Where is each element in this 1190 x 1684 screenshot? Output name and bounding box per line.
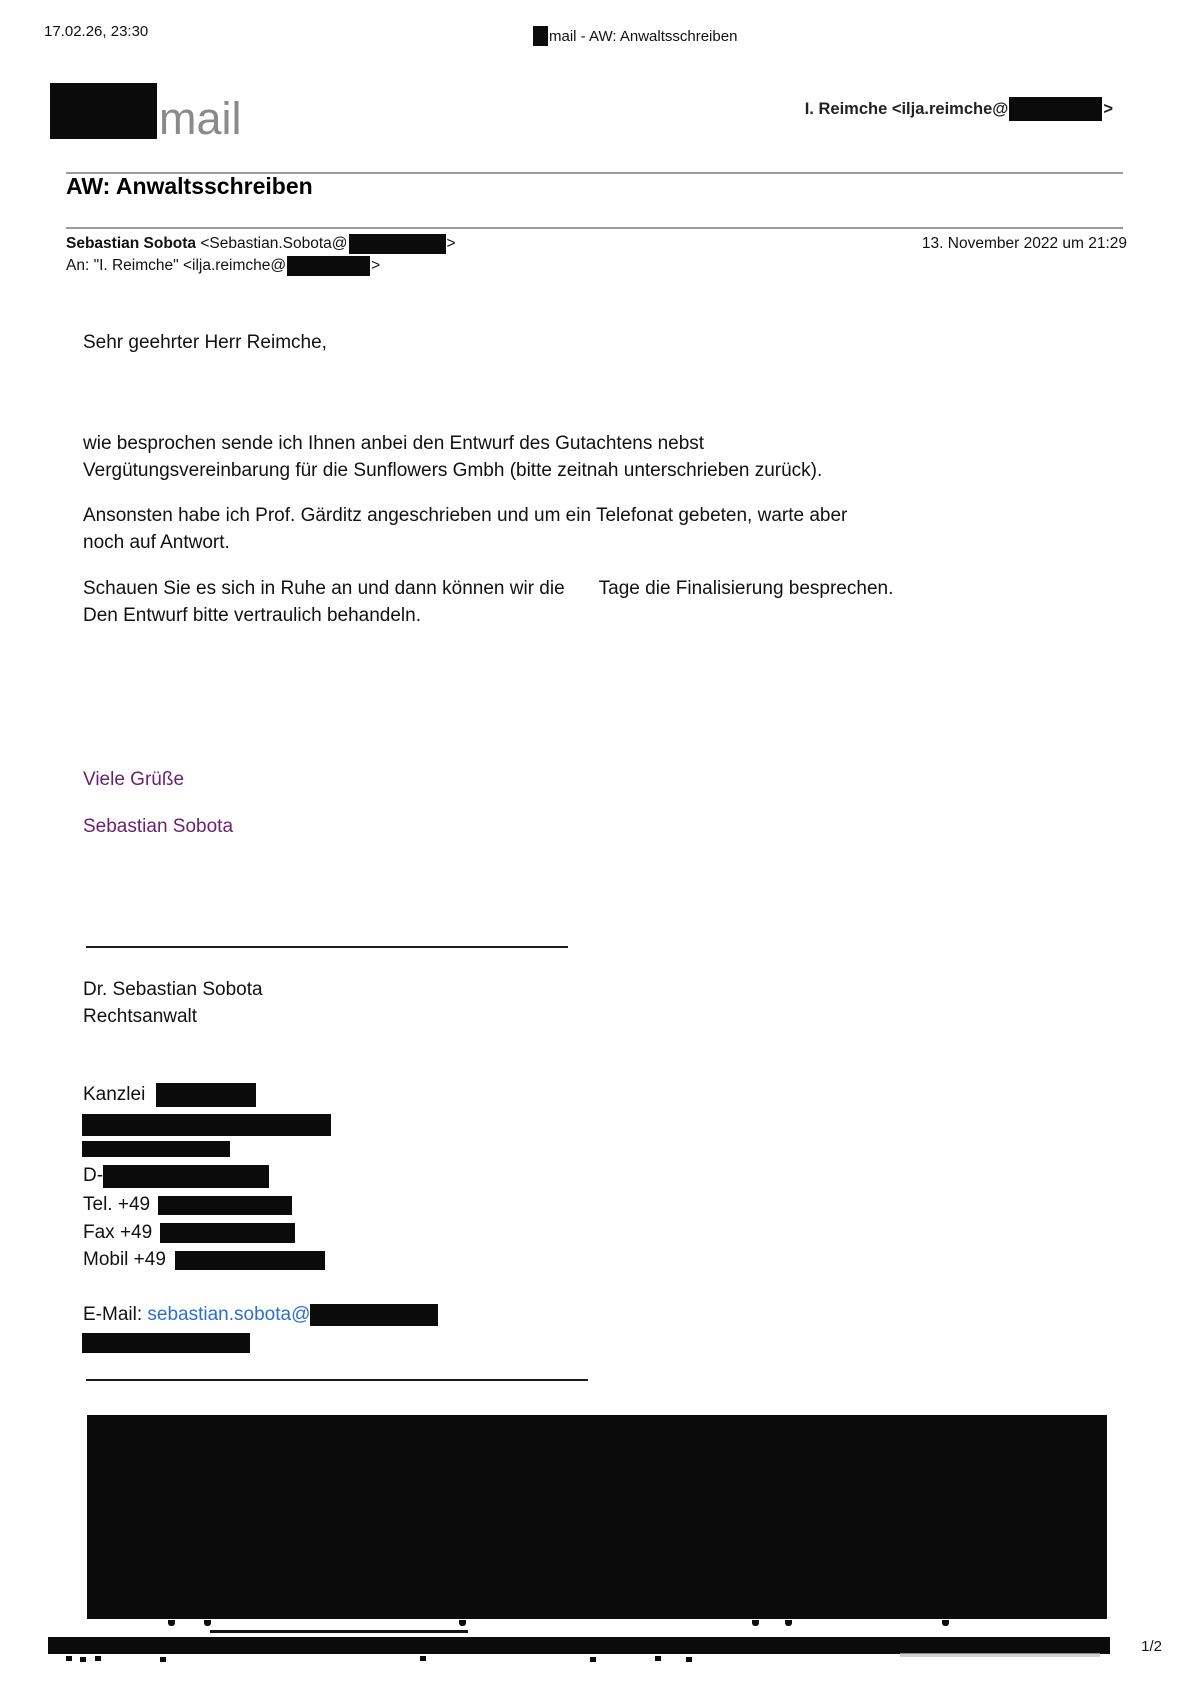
divider-rule-subject: [66, 227, 1123, 229]
office-label: Kanzlei: [83, 1084, 146, 1105]
mobile-number-redaction: [175, 1251, 325, 1270]
office-name-redaction: [156, 1083, 256, 1107]
account-email-redaction: [1009, 97, 1102, 121]
to-close-bracket: >: [371, 257, 381, 274]
redacted-text-remnant: [168, 1620, 175, 1626]
redacted-text-remnant: [942, 1620, 949, 1626]
to-email-redaction: [287, 256, 370, 276]
email-link[interactable]: sebastian.sobota@: [147, 1304, 311, 1325]
message-date: 13. November 2022 um 21:29: [921, 235, 1127, 252]
print-doc-title-text: mail - AW: Anwaltsschreiben: [549, 27, 738, 45]
redacted-text-remnant: [160, 1657, 166, 1662]
fax-number-redaction: [160, 1223, 295, 1243]
redacted-text-remnant: [80, 1657, 86, 1662]
redacted-text-remnant: [204, 1620, 211, 1626]
signature-name-block: [83, 976, 263, 1030]
city-row: [83, 1163, 269, 1189]
address-line-1-redaction: [82, 1114, 331, 1136]
from-row: [66, 233, 1127, 254]
webmail-logo: [50, 83, 242, 144]
mobile-label: Mobil +49: [83, 1249, 166, 1270]
city-redaction: [103, 1165, 269, 1188]
from-name: Sebastian Sobota: [66, 235, 197, 252]
to-row: [66, 255, 1127, 276]
redacted-line-fragment: [210, 1630, 468, 1633]
fax-label: Fax +49: [83, 1222, 153, 1243]
redacted-text-remnant: [686, 1657, 692, 1662]
redacted-text-remnant: [785, 1620, 792, 1626]
logo-text: mail: [159, 93, 242, 144]
account-close-bracket: >: [1103, 99, 1113, 118]
address-line-2-redaction: [82, 1141, 230, 1157]
paragraph-3-line-1: [83, 575, 893, 602]
paragraph-3-line-1b: Tage die Finalisierung besprechen.: [598, 578, 894, 599]
paragraph-3-line-1a: Schauen Sie es sich in Ruhe an und dann können wir die: [83, 578, 565, 599]
greeting-line: Sehr geehrter Herr Reimche,: [83, 332, 327, 353]
closing-line: Viele Grüße: [83, 769, 185, 790]
email-domain-redaction: [310, 1304, 438, 1326]
signature-title: Rechtsanwalt: [83, 1006, 198, 1027]
signature-divider-bottom: [86, 1379, 588, 1381]
phone-label: Tel. +49: [83, 1194, 151, 1215]
page-indicator: 1/2: [1141, 1638, 1162, 1655]
paragraph-3-line-2: Den Entwurf bitte vertraulich behandeln.: [83, 605, 421, 626]
paragraph-1-line-2: Vergütungsvereinbarung für die Sunflowers Gmbh (bitte zeitnah unterschrieben zurück).: [83, 460, 823, 481]
redacted-text-remnant: [752, 1620, 759, 1626]
account-name: I. Reimche <ilja.reimche@: [804, 99, 1009, 118]
header-logo-redaction: [533, 26, 548, 46]
redacted-text-remnant: [66, 1656, 72, 1661]
office-row: [83, 1082, 256, 1108]
email-row: [83, 1302, 438, 1328]
signature-name: Dr. Sebastian Sobota: [83, 979, 263, 1000]
website-line-redaction: [82, 1333, 250, 1353]
phone-number-redaction: [158, 1196, 292, 1215]
fax-row: [83, 1220, 295, 1246]
faded-text-remnant: [900, 1653, 1100, 1657]
redacted-text-remnant: [95, 1656, 101, 1661]
redacted-text-remnant: [420, 1656, 426, 1661]
email-label: E-Mail:: [83, 1304, 148, 1325]
subject-heading: AW: Anwaltsschreiben: [66, 173, 313, 199]
print-doc-title: [533, 26, 737, 46]
signer-name: Sebastian Sobota: [83, 816, 234, 837]
signature-divider-top: [86, 946, 568, 948]
redacted-text-remnant: [655, 1656, 661, 1661]
bottom-line-redaction-bar: [48, 1637, 1110, 1654]
paragraph-2-line-1: Ansonsten habe ich Prof. Gärditz angeschrieben und um ein Telefonat gebeten, warte aber: [83, 505, 848, 526]
account-identity: [805, 97, 1113, 121]
message-meta: [66, 233, 1127, 276]
quoted-content-redaction-block: [87, 1415, 1107, 1619]
redacted-text-remnant: [459, 1620, 466, 1626]
to-prefix: An: "I. Reimche" <ilja.reimche@: [66, 257, 287, 274]
from-address-prefix: <Sebastian.Sobota@: [196, 235, 348, 252]
print-timestamp: 17.02.26, 23:30: [44, 23, 149, 40]
paragraph-1: [83, 430, 822, 484]
mobile-row: [83, 1247, 325, 1273]
country-prefix: D-: [83, 1165, 104, 1186]
paragraph-3: [83, 575, 893, 629]
paragraph-2: [83, 502, 847, 556]
redacted-text-remnant: [590, 1657, 596, 1662]
from-close-bracket: >: [446, 235, 456, 252]
from-email-redaction: [349, 234, 446, 254]
paragraph-2-line-2: noch auf Antwort.: [83, 532, 230, 553]
phone-row: [83, 1192, 292, 1218]
paragraph-1-line-1: wie besprochen sende ich Ihnen anbei den Entwurf des Gutachtens nebst: [83, 433, 705, 454]
logo-redaction: [50, 83, 157, 139]
